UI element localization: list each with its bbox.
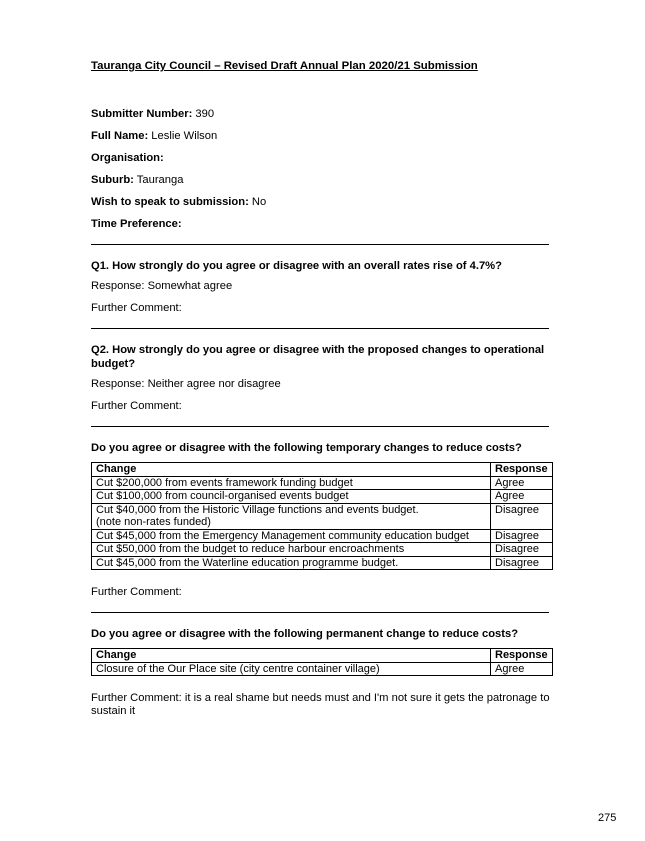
perm-question: Do you agree or disagree with the following permanent change to reduce costs? [91, 628, 519, 640]
table-row [92, 662, 553, 676]
change-cell: Cut $50,000 from the budget to reduce harbour encroachments [92, 543, 491, 557]
suburb: Suburb: Tauranga [91, 174, 184, 186]
change-header: Change [92, 463, 491, 477]
q1-response: Response: Somewhat agree [91, 280, 233, 292]
table-row [92, 490, 553, 504]
table-header-row [92, 463, 553, 477]
divider [91, 328, 549, 329]
response-header: Response [491, 649, 553, 663]
response-cell: Disagree [491, 556, 553, 570]
table-header-row [92, 649, 553, 663]
response-cell: Agree [491, 476, 553, 490]
change-cell: Cut $45,000 from the Emergency Management community education budget [92, 529, 491, 543]
change-note: (note non-rates funded) [96, 516, 211, 528]
temp-question: Do you agree or disagree with the following temporary changes to reduce costs? [91, 442, 522, 454]
table-row [92, 543, 553, 557]
change-header: Change [92, 649, 491, 663]
q2-response: Response: Neither agree nor disagree [91, 378, 281, 390]
temp-comment: Further Comment: [91, 586, 182, 598]
q1-comment: Further Comment: [91, 302, 182, 314]
full-name: Full Name: Leslie Wilson [91, 130, 218, 142]
table-row [92, 503, 553, 529]
q2-question: Q2. How strongly do you agree or disagree with the proposed changes to operational budget? [91, 344, 545, 370]
table-row [92, 556, 553, 570]
q2-comment: Further Comment: [91, 400, 182, 412]
time-preference: Time Preference: [91, 218, 182, 230]
wish-to-speak: Wish to speak to submission: No [91, 196, 267, 208]
response-cell: Agree [491, 662, 553, 676]
document-page [91, 60, 553, 727]
table-row [92, 476, 553, 490]
change-cell: Closure of the Our Place site (city centre container village) [92, 662, 491, 676]
divider [91, 244, 549, 245]
temporary-changes-table [91, 462, 553, 570]
submitter-number: Submitter Number: 390 [91, 108, 215, 120]
document-title: Tauranga City Council – Revised Draft Annual Plan 2020/21 Submission [91, 60, 478, 72]
response-cell: Disagree [491, 529, 553, 543]
divider [91, 612, 549, 613]
response-cell: Disagree [491, 543, 553, 557]
perm-comment: Further Comment: it is a real shame but needs must and I'm not sure it gets the patronage to sustain it [91, 692, 550, 717]
submitter-details [91, 108, 553, 231]
change-cell: Cut $100,000 from council-organised events budget [92, 490, 491, 504]
page-number: 275 [598, 812, 617, 824]
change-cell: Cut $40,000 from the Historic Village functions and events budget. (note non-rates funded) [92, 503, 491, 529]
response-cell: Disagree [491, 503, 553, 529]
table-row [92, 529, 553, 543]
permanent-changes-table [91, 648, 553, 676]
change-cell: Cut $200,000 from events framework funding budget [92, 476, 491, 490]
change-cell: Cut $45,000 from the Waterline education programme budget. [92, 556, 491, 570]
response-header: Response [491, 463, 553, 477]
response-cell: Agree [491, 490, 553, 504]
divider [91, 426, 549, 427]
organisation: Organisation: [91, 152, 164, 164]
q1-question: Q1. How strongly do you agree or disagree with an overall rates rise of 4.7%? [91, 260, 502, 272]
